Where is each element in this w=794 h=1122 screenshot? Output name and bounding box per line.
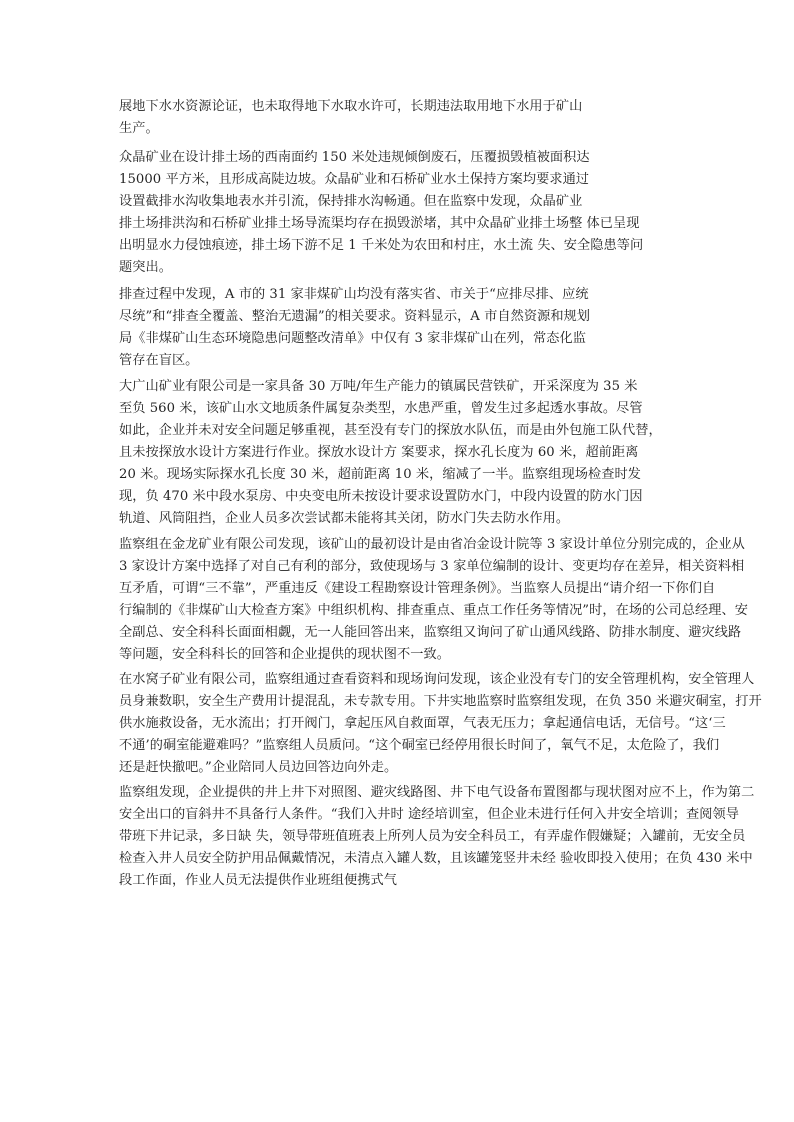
text-line: 现，负 470 米中段水泵房、中央变电所未按设计要求设置防水门，中段内设置的防水门因 [119,489,643,504]
paragraph-daguangshan-mining [119,376,662,530]
text-line: 出明显水力侵蚀痕迹，排土场下游不足 1 千米处为农田和村庄，水土流 失、安全隐患等问 [119,238,644,253]
text-line: 展地下水水资源论证，也未取得地下水取水许可，长期违法取用地下水用于矿山 [119,99,583,114]
text-line: 行编制的《非煤矿山大检查方案》中组织机构、排查重点、重点工作任务等情况”时，在场的公司总经理、安 [119,603,748,618]
text-line: 不通’的硐室能避难吗？”监察组人员质问。“这个硐室已经停用很长时间了，氧气不足，太危险了，我们 [119,738,720,753]
text-line: 大广山矿业有限公司是一家具备 30 万吨/年生产能力的镇属民营铁矿，开采深度为 35 米 [119,379,638,394]
paragraph-shuiwozi-mining [119,669,762,779]
text-line: 检查入井人员安全防护用品佩戴情况，未清点入罐人数，且该罐笼竖井未经 验收即投入使用；在负 430 米中 [119,851,753,866]
text-line: 安全出口的盲斜井不具备行人条件。“我们入井时 途经培训室，但企业未进行任何入井安全培训；查阅领导 [119,807,739,822]
text-line: 15000 平方米，且形成高陡边坡。众晶矿业和石桥矿业水土保持方案均要求通过 [119,172,590,187]
paragraph-inspection-findings [119,782,754,892]
paragraph-groundwater-tail [119,96,582,140]
text-line: 监察组在金龙矿业有限公司发现，该矿山的最初设计是由省冶金设计院等 3 家设计单位分别完成的，企业从 [119,537,745,552]
text-line: 管存在盲区。 [119,353,199,368]
text-line: 排查过程中发现，A 市的 31 家非煤矿山均没有落实省、市关于“应排尽排、应统 [119,287,589,302]
text-line: 20 米。现场实际探水孔长度 30 米，超前距离 10 米，缩减了一半。监察组现场检查时发 [119,467,641,482]
text-line: 供水施救设备，无水流出；打开阀门，拿起压风自救面罩，气表无压力；拿起通信电话，无信号。“这‘三 [119,716,726,731]
text-line: 众晶矿业在设计排土场的西南面约 150 米处违规倾倒废石，压覆损毁植被面积达 [119,150,590,165]
text-line: 全副总、安全科科长面面相觑，无一人能回答出来，监察组又询问了矿山通风线路、防排水制度、避灾线路 [119,625,742,640]
text-line: 局《非煤矿山生态环境隐患问题整改清单》中仅有 3 家非煤矿山在列，常态化监 [119,331,586,346]
text-line: 段工作面，作业人员无法提供作业班组便携式气 [119,873,397,888]
text-line: 带班下井记录，多日缺 失，领导带班值班表上所列人员为安全科员工，有弄虚作假嫌疑；入罐前，无安全员 [119,829,746,844]
text-line: 设置截排水沟收集地表水并引流，保持排水沟畅通。但在监察中发现，众晶矿业 [119,194,583,209]
text-line: 互矛盾，可谓“三不靠”，严重违反《建设工程勘察设计管理条例》。当监察人员提出“请介绍一下你们自 [119,581,716,596]
paragraph-zhongjing-waste-dump [119,147,643,279]
text-line: 在水窝子矿业有限公司，监察组通过查看资料和现场询问发现，该企业没有专门的安全管理机构，安全管理人 [119,672,755,687]
text-line: 轨道、风筒阻挡，企业人员多次尝试都未能将其关闭，防水门失去防水作用。 [119,511,570,526]
text-line: 尽统”和“排查全覆盖、整治无遗漏”的相关要求。资料显示，A 市自然资源和规划 [119,309,591,324]
text-line: 还是赶快撤吧。”企业陪同人员边回答边向外走。 [119,760,398,775]
text-line: 监察组发现，企业提供的井上井下对照图、避灾线路图、井下电气设备布置图都与现状图对应不上，作为第二 [119,785,755,800]
text-line: 员身兼数职，安全生产费用计提混乱，未专款专用。下井实地监察时监察组发现，在负 350 米避灾硐室，打开 [119,694,762,709]
text-line: 且未按探放水设计方案进行作业。探放水设计方 案要求，探水孔长度为 60 米，超前距离 [119,445,639,460]
text-line: 3 家设计方案中选择了对自己有利的部分，致使现场与 3 家单位编制的设计、变更均存在差异，相关资料相 [119,559,745,574]
text-line: 排土场排洪沟和石桥矿业排土场导流渠均存在损毁淤堵，其中众晶矿业排土场整 体已呈现 [119,216,640,231]
paragraph-jinlong-mining [119,534,748,666]
text-line: 等问题，安全科科长的回答和企业提供的现状图不一致。 [119,647,450,662]
text-line: 至负 560 米，该矿山水文地质条件属复杂类型，水患严重，曾发生过多起透水事故。尽管 [119,401,643,416]
text-line: 生产。 [119,121,159,136]
text-line: 如此，企业并未对安全问题足够重视，甚至没有专门的探放水队伍，而是由外包施工队代替， [119,423,662,438]
text-line: 题突出。 [119,260,172,275]
paragraph-city-non-coal-mines [119,284,590,372]
